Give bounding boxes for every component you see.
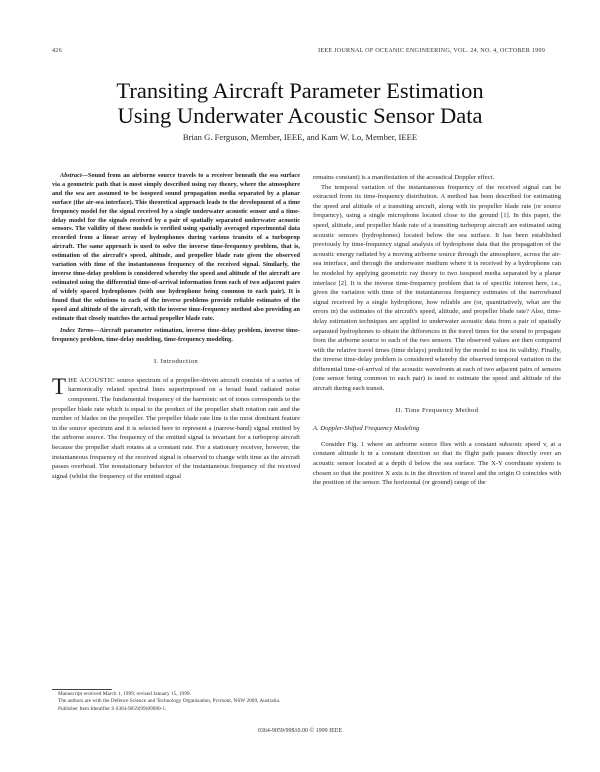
- intro-text: source spectrum of a propeller-driven aircraft consists of a series of harmonically related spectral lines superimposed on a broad band radiated noise component. The fundamental frequency of the harmonic set of tones corresponds to the propeller blade rate which is equal to the product of the propeller shaft rotation rate and the number of blades on the propeller. The propeller blade rate line is the most dominant feature in the source spectrum and it is selected here to represent a (narrow-band) signal emitted by the airborne source. The frequency of the emitted signal is invariant for a turboprop aircraft because the propeller shaft rotates at a constant rate. For a stationary receiver, however, the instantaneous frequency of the received signal is observed to change with time as the aircraft passes overhead. The nonstationary behavior of the instantaneous frequency of the received signal (whilst the frequency of the emitted signal: [52, 376, 300, 480]
- index-terms-label: Index Terms—: [60, 327, 100, 335]
- title-line-2: Using Underwater Acoustic Sensor Data: [117, 103, 483, 128]
- copyright-footer: 0364-9059/99$10.00 © 1999 IEEE: [257, 728, 343, 734]
- running-title: IEEE JOURNAL OF OCEANIC ENGINEERING, VOL. 24, NO. 4, OCTOBER 1999: [318, 47, 545, 54]
- abstract-text: Sound from an airborne source travels to a receiver beneath the sea surface via a geometric path that is most simply described using ray theory, where the atmosphere and the sea are assumed to be isospeed sound propagation media separated by a planar surface (the air-sea interface). This theoretical approach leads to the development of a time frequency model for the signal received by a single underwater acoustic sensor and a time-delay model for the signals received by a pair of spatially separated underwater acoustic sensors. The validity of these models is verified using spatially averaged experimental data recorded from a linear array of hydrophones during various transits of a turboprop aircraft. The same approach is used to solve the inverse time-frequency problem, that is, estimation of the aircraft's speed, altitude, and propeller blade rate given the observed variation with time of the instantaneous frequency of the received signal. Similarly, the inverse time-delay problem is considered whereby the speed and altitude of the aircraft are estimated using the differential time-of-arrival information from each of two adjacent pairs of widely spaced hydrophones (with one hydrophone being common to each pair). It is found that the solutions to each of the inverse problems provide reliable estimates of the speed and altitude of the aircraft, with the inverse time-frequency method also providing an estimate that closely matches the actual propeller blade rate.: [52, 172, 300, 322]
- paper-title: [40, 78, 560, 128]
- author-line: Brian G. Ferguson, Member, IEEE, and Kam W. Lo, Member, IEEE: [182, 132, 418, 142]
- footnotes: [52, 691, 300, 713]
- title-line-1: Transiting Aircraft Parameter Estimation: [116, 78, 484, 103]
- section-2-heading: II. Time Frequency Method: [395, 406, 479, 414]
- intro-paragraph: [52, 373, 300, 482]
- footnote-identifier: Publisher Item Identifier S 0364-9059(99)09090-1.: [58, 705, 167, 712]
- paragraph-2: The temporal variation of the instantaneous frequency of the received signal can be extracted from its time-frequency distribution. A method has been described for estimating the speed and altitude of a transiting aircraft, along with its propeller blade rate (or source frequency), using a single microphone located close to the ground [1]. In this paper, the speed, altitude, and propeller blade rate of a transiting turboprop aircraft are estimated using acoustic sensors (hydrophones) located below the sea surface. It has been established previously by time-frequency signal analysis of hydrophone data that the propagation of the acoustic energy radiated by a moving airborne source through the atmosphere, across the air-sea interface, and through the underwater medium where it is received by a hydrophone can be modeled by applying geometric ray theory to two isospeed media separated by a planar interface [2]. It is the inverse time-frequency problem that is of specific interest here, i.e., given the variation with time of the instantaneous frequency estimates of the narrowband signal received by a single hydrophone, how reliable are (or, quantitatively, what are the errors in) the estimates of the aircraft's speed, altitude, and propeller blade rate? Also, time-delay estimation techniques are applied to underwater acoustic data from a pair of spatially separated hydrophones to obtain the differences in the travel times for the sound to propagate from the airborne source to each of the two sensors. The observed values are then compared with the relative travel times (time delays) predicted by the model to test its validity. Finally, the inverse time-delay problem is considered whereby the observed temporal variation in the differential time-of-arrival of the acoustic wavefronts at each of two adjacent pairs of sensors (one sensor being common to each pair) is used to estimate the speed and altitude of the aircraft during each transit.: [313, 183, 561, 393]
- footnote-received: Manuscript received March 1, 1999; revised January 15, 1999.: [58, 691, 191, 697]
- right-column: [313, 173, 561, 488]
- drop-cap: T: [52, 373, 67, 399]
- index-terms-text: Aircraft parameter estimation, inverse time-delay problem, inverse time-frequency problem, time-delay modeling, time-frequency modeling.: [52, 327, 301, 344]
- footnote-affiliation: The authors are with the Defence Science and Technology Organisation, Pyrmont, NSW 2009, Australia.: [58, 698, 281, 705]
- left-column: [52, 172, 300, 481]
- index-terms: [52, 327, 300, 345]
- subsection-heading: A. Doppler-Shifted Frequency Modeling: [313, 425, 420, 433]
- continuation-paragraph: remains constant) is a manifestation of the acoustical Doppler effect.: [313, 174, 495, 181]
- page-number: 426: [52, 47, 62, 54]
- intro-first-words: HE ACOUSTIC: [68, 376, 115, 384]
- abstract: [52, 172, 300, 323]
- section-1-heading: I. Introduction: [153, 358, 199, 366]
- footnote-rule: [52, 689, 112, 690]
- paragraph-3: Consider Fig. 1 where an airborne source flies with a constant subsonic speed v, at a constant altitude h in a constant direction so that its flight path passes directly over an acoustic sensor located at a depth d below the sea surface. The X-Y coordinate system is chosen so that the positive X axis is in the direction of travel and the origin O coincides with the position of the sensor. The horizontal (or ground) range of the: [313, 440, 561, 487]
- abstract-label: Abstract—: [60, 172, 88, 179]
